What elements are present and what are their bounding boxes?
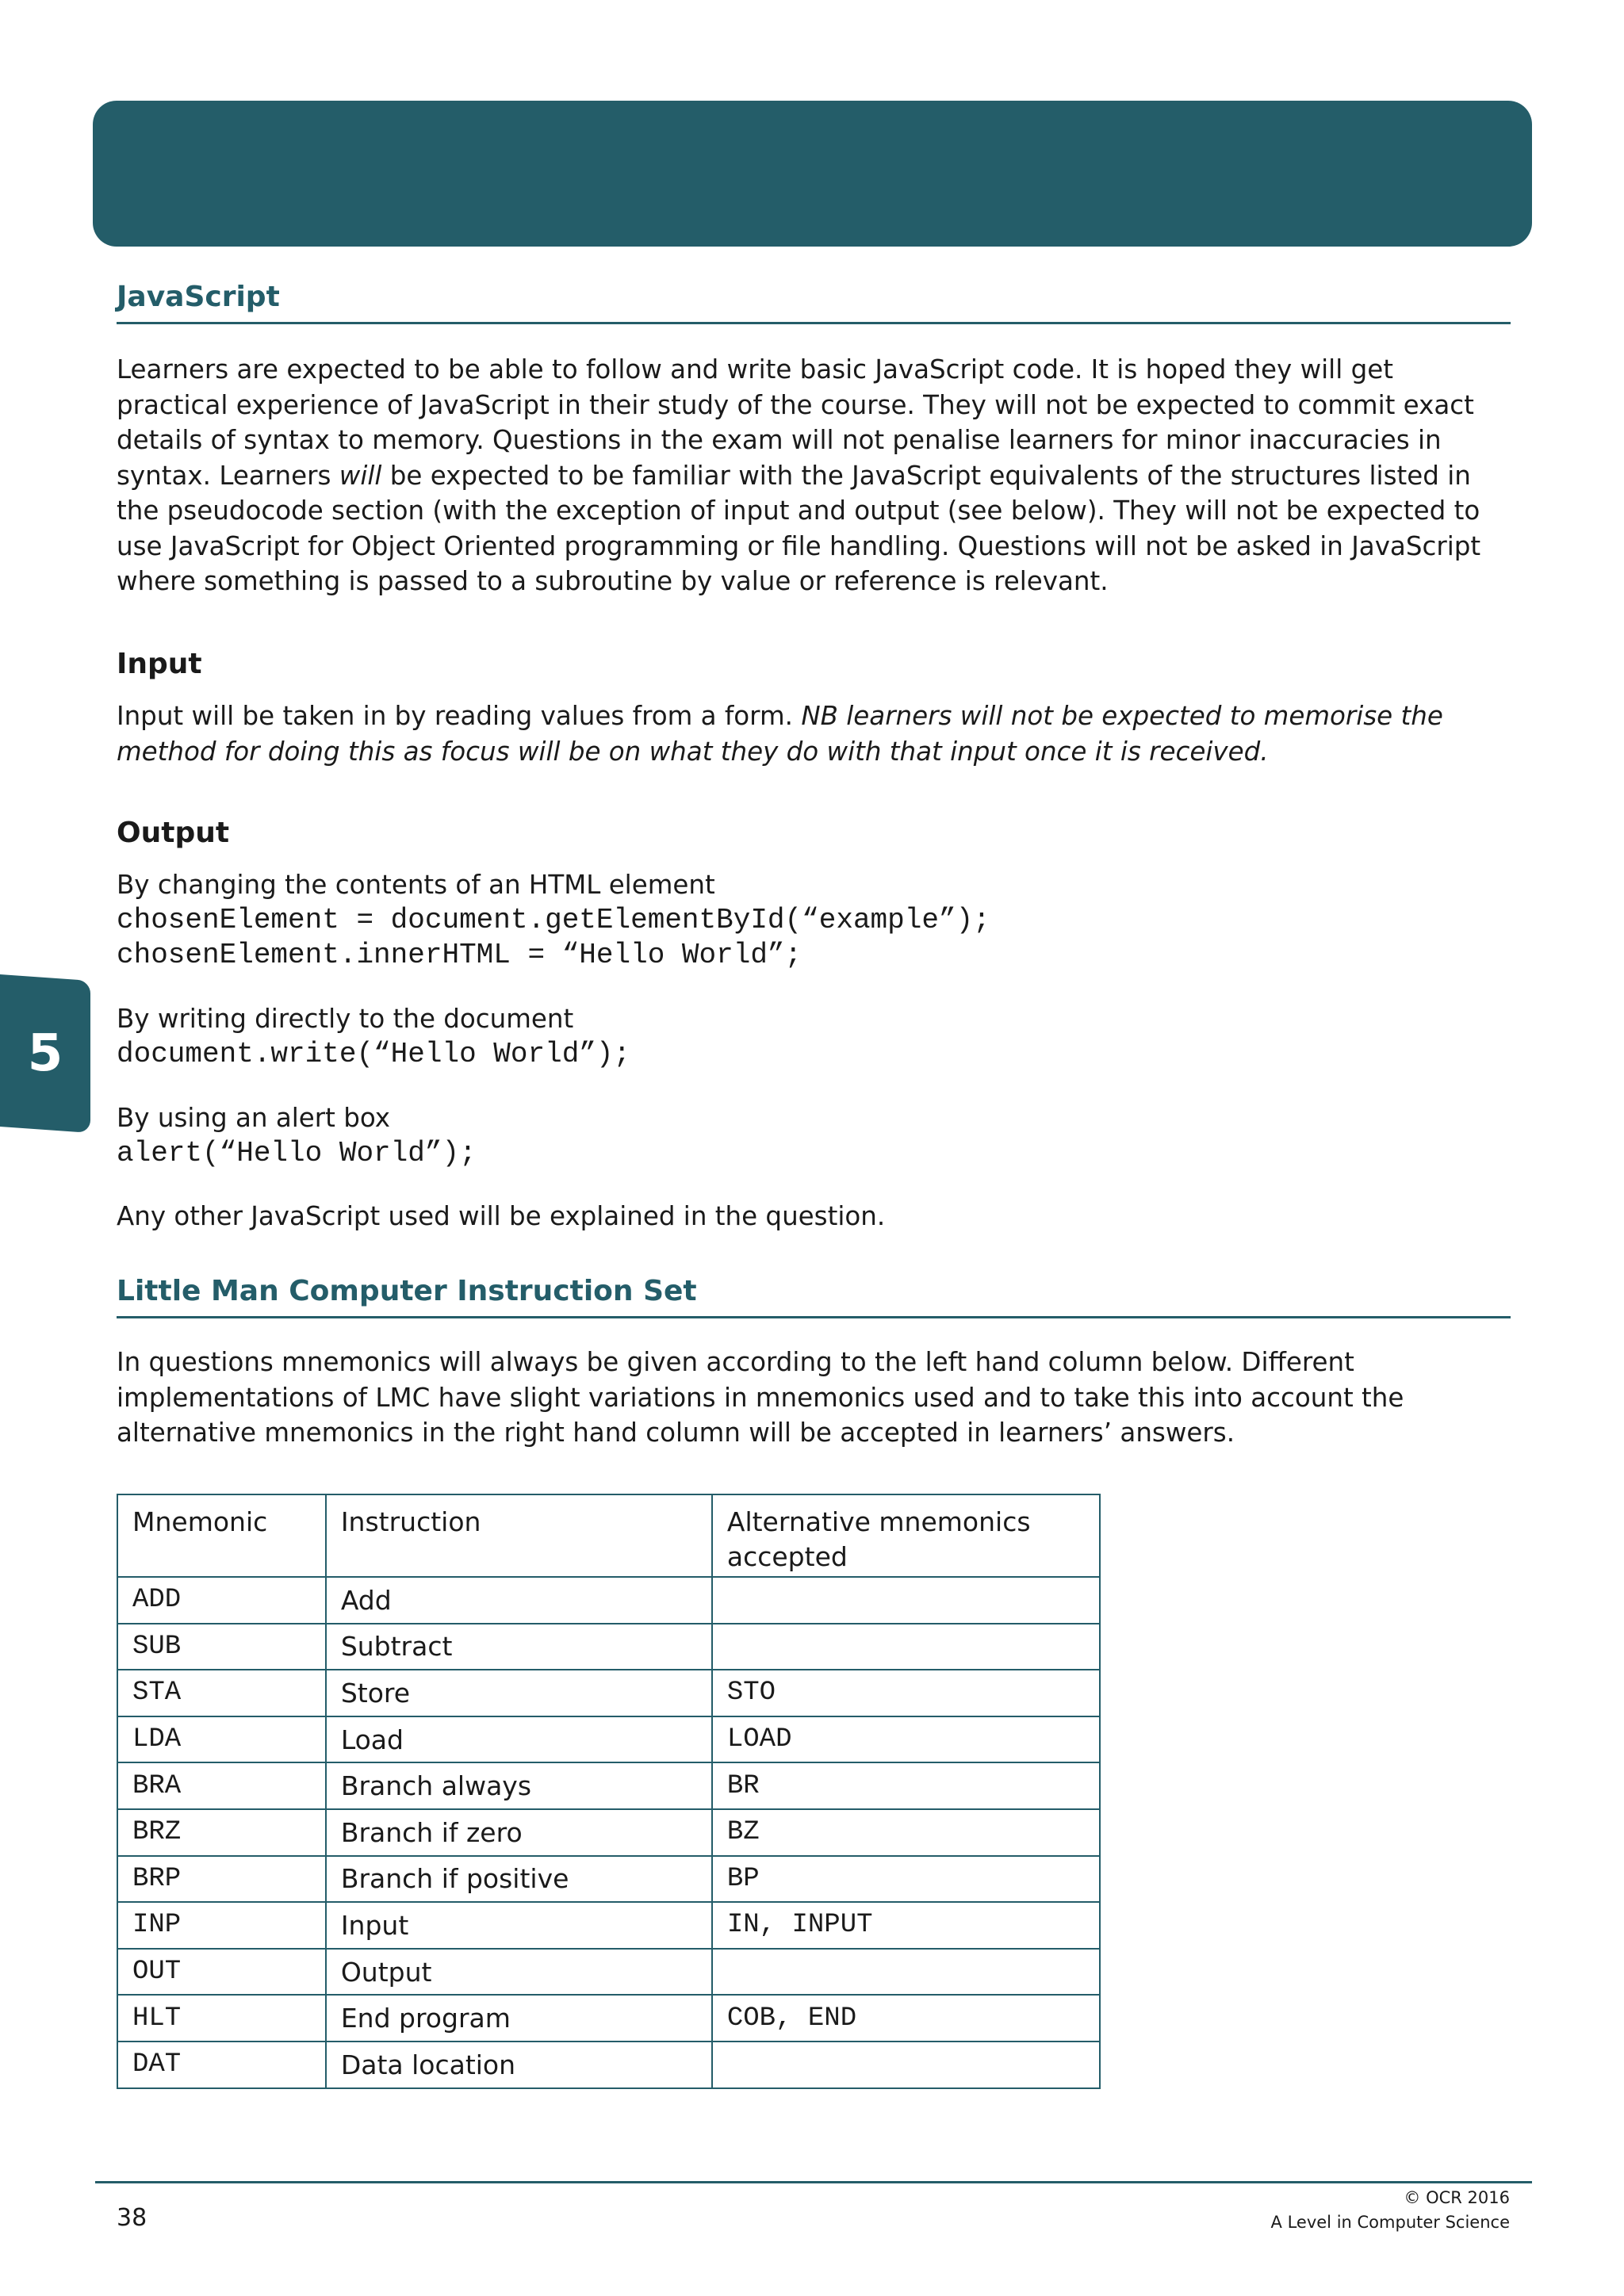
mnemonic-cell: BRZ [117,1809,326,1856]
mnemonic-cell: BRP [117,1856,326,1903]
alternative-cell: COB, END [712,1995,1100,2042]
mnemonic-cell: SUB [117,1624,326,1670]
alternative-cell: IN, INPUT [712,1902,1100,1949]
mnemonic-cell: LDA [117,1716,326,1763]
table-row [117,1577,1100,1624]
output-heading: Output [117,817,230,849]
lmc-instruction-table [117,1494,1101,2089]
lmc-intro: In questions mnemonics will always be given according to the left hand column below. Different implementations of LMC have slight variations in mnemonics used and to take this into account the alternative mnemonics in the right hand column will be accepted in learners’ answers. [117,1347,1404,1448]
column-header-alternatives: Alternative mnemonics accepted [712,1494,1100,1577]
instruction-cell: Subtract [326,1624,712,1670]
output-html-label: By changing the contents of an HTML element [117,870,715,900]
output-alert-code: alert(“Hello World”); [117,1136,477,1169]
table-row [117,1995,1100,2042]
alternative-cell [712,1949,1100,1996]
alternative-cell: STO [712,1670,1100,1716]
instruction-cell: Branch if positive [326,1856,712,1903]
table-row [117,1762,1100,1809]
alternative-cell [712,2042,1100,2088]
javascript-intro: Learners are expected to be able to follow and write basic JavaScript code. It is hoped they will get practical experience of JavaScript in their study of the course. They will not be expected to commit exact details of syntax to memory. Questions in the exam will not penalise learners for minor inaccuracies in syntax. Learners will be expected to be familiar with the JavaScript equivalents of the structures listed in the pseudocode section (with the exception of input and output (see below). They will not be expected to use JavaScript for Object Oriented programming or file handling. Questions will not be asked in JavaScript where something is passed to a subroutine by value or reference is relevant. [117,354,1481,596]
output-other-note: Any other JavaScript used will be explained in the question. [117,1201,886,1231]
column-header-mnemonic: Mnemonic [117,1494,326,1577]
table-row [117,1670,1100,1716]
instruction-cell: Branch if zero [326,1809,712,1856]
footer-info [1271,2186,1510,2235]
output-document-label: By writing directly to the document [117,1004,574,1034]
table-header-row [117,1494,1100,1577]
table-row [117,1949,1100,1996]
footer-rule [95,2181,1532,2183]
instruction-cell: Input [326,1902,712,1949]
top-banner [93,101,1532,247]
alternative-cell: BP [712,1856,1100,1903]
output-alert-label: By using an alert box [117,1103,390,1133]
mnemonic-cell: ADD [117,1577,326,1624]
instruction-cell: Output [326,1949,712,1996]
table-row [117,1716,1100,1763]
footer-course: A Level in Computer Science [1270,2213,1510,2232]
mnemonic-cell: STA [117,1670,326,1716]
mnemonic-cell: BRA [117,1762,326,1809]
input-heading: Input [117,648,202,680]
instruction-cell: Data location [326,2042,712,2088]
output-alert-example [117,1100,1512,1171]
instruction-cell: End program [326,1995,712,2042]
alternative-cell [712,1624,1100,1670]
output-html-code-line-1: chosenElement = document.getElementById(“example”); [117,903,990,936]
table-row [117,1902,1100,1949]
output-document-example [117,1001,1512,1072]
section-tab-number: 5 [27,1024,63,1083]
instruction-cell: Add [326,1577,712,1624]
instruction-cell: Load [326,1716,712,1763]
mnemonic-cell: INP [117,1902,326,1949]
javascript-heading: JavaScript [117,279,1511,324]
alternative-cell: BZ [712,1809,1100,1856]
table-row [117,2042,1100,2088]
page-number: 38 [117,2204,147,2232]
mnemonic-cell: OUT [117,1949,326,1996]
mnemonic-cell: HLT [117,1995,326,2042]
table-row [117,1624,1100,1670]
footer-copyright: © OCR 2016 [1404,2188,1510,2207]
alternative-cell: BR [712,1762,1100,1809]
table-row [117,1856,1100,1903]
input-text: Input will be taken in by reading values from a form. NB learners will not be expected to memorise the method for doing this as focus will be on what they do with that input once it is received. [117,701,1443,767]
lmc-heading: Little Man Computer Instruction Set [117,1273,1511,1318]
output-html-code-line-2: chosenElement.innerHTML = “Hello World”; [117,939,802,971]
mnemonic-cell: DAT [117,2042,326,2088]
column-header-instruction: Instruction [326,1494,712,1577]
instruction-cell: Store [326,1670,712,1716]
table-row [117,1809,1100,1856]
alternative-cell [712,1577,1100,1624]
output-html-example [117,867,1512,974]
output-document-code: document.write(“Hello World”); [117,1037,631,1070]
instruction-cell: Branch always [326,1762,712,1809]
alternative-cell: LOAD [712,1716,1100,1763]
